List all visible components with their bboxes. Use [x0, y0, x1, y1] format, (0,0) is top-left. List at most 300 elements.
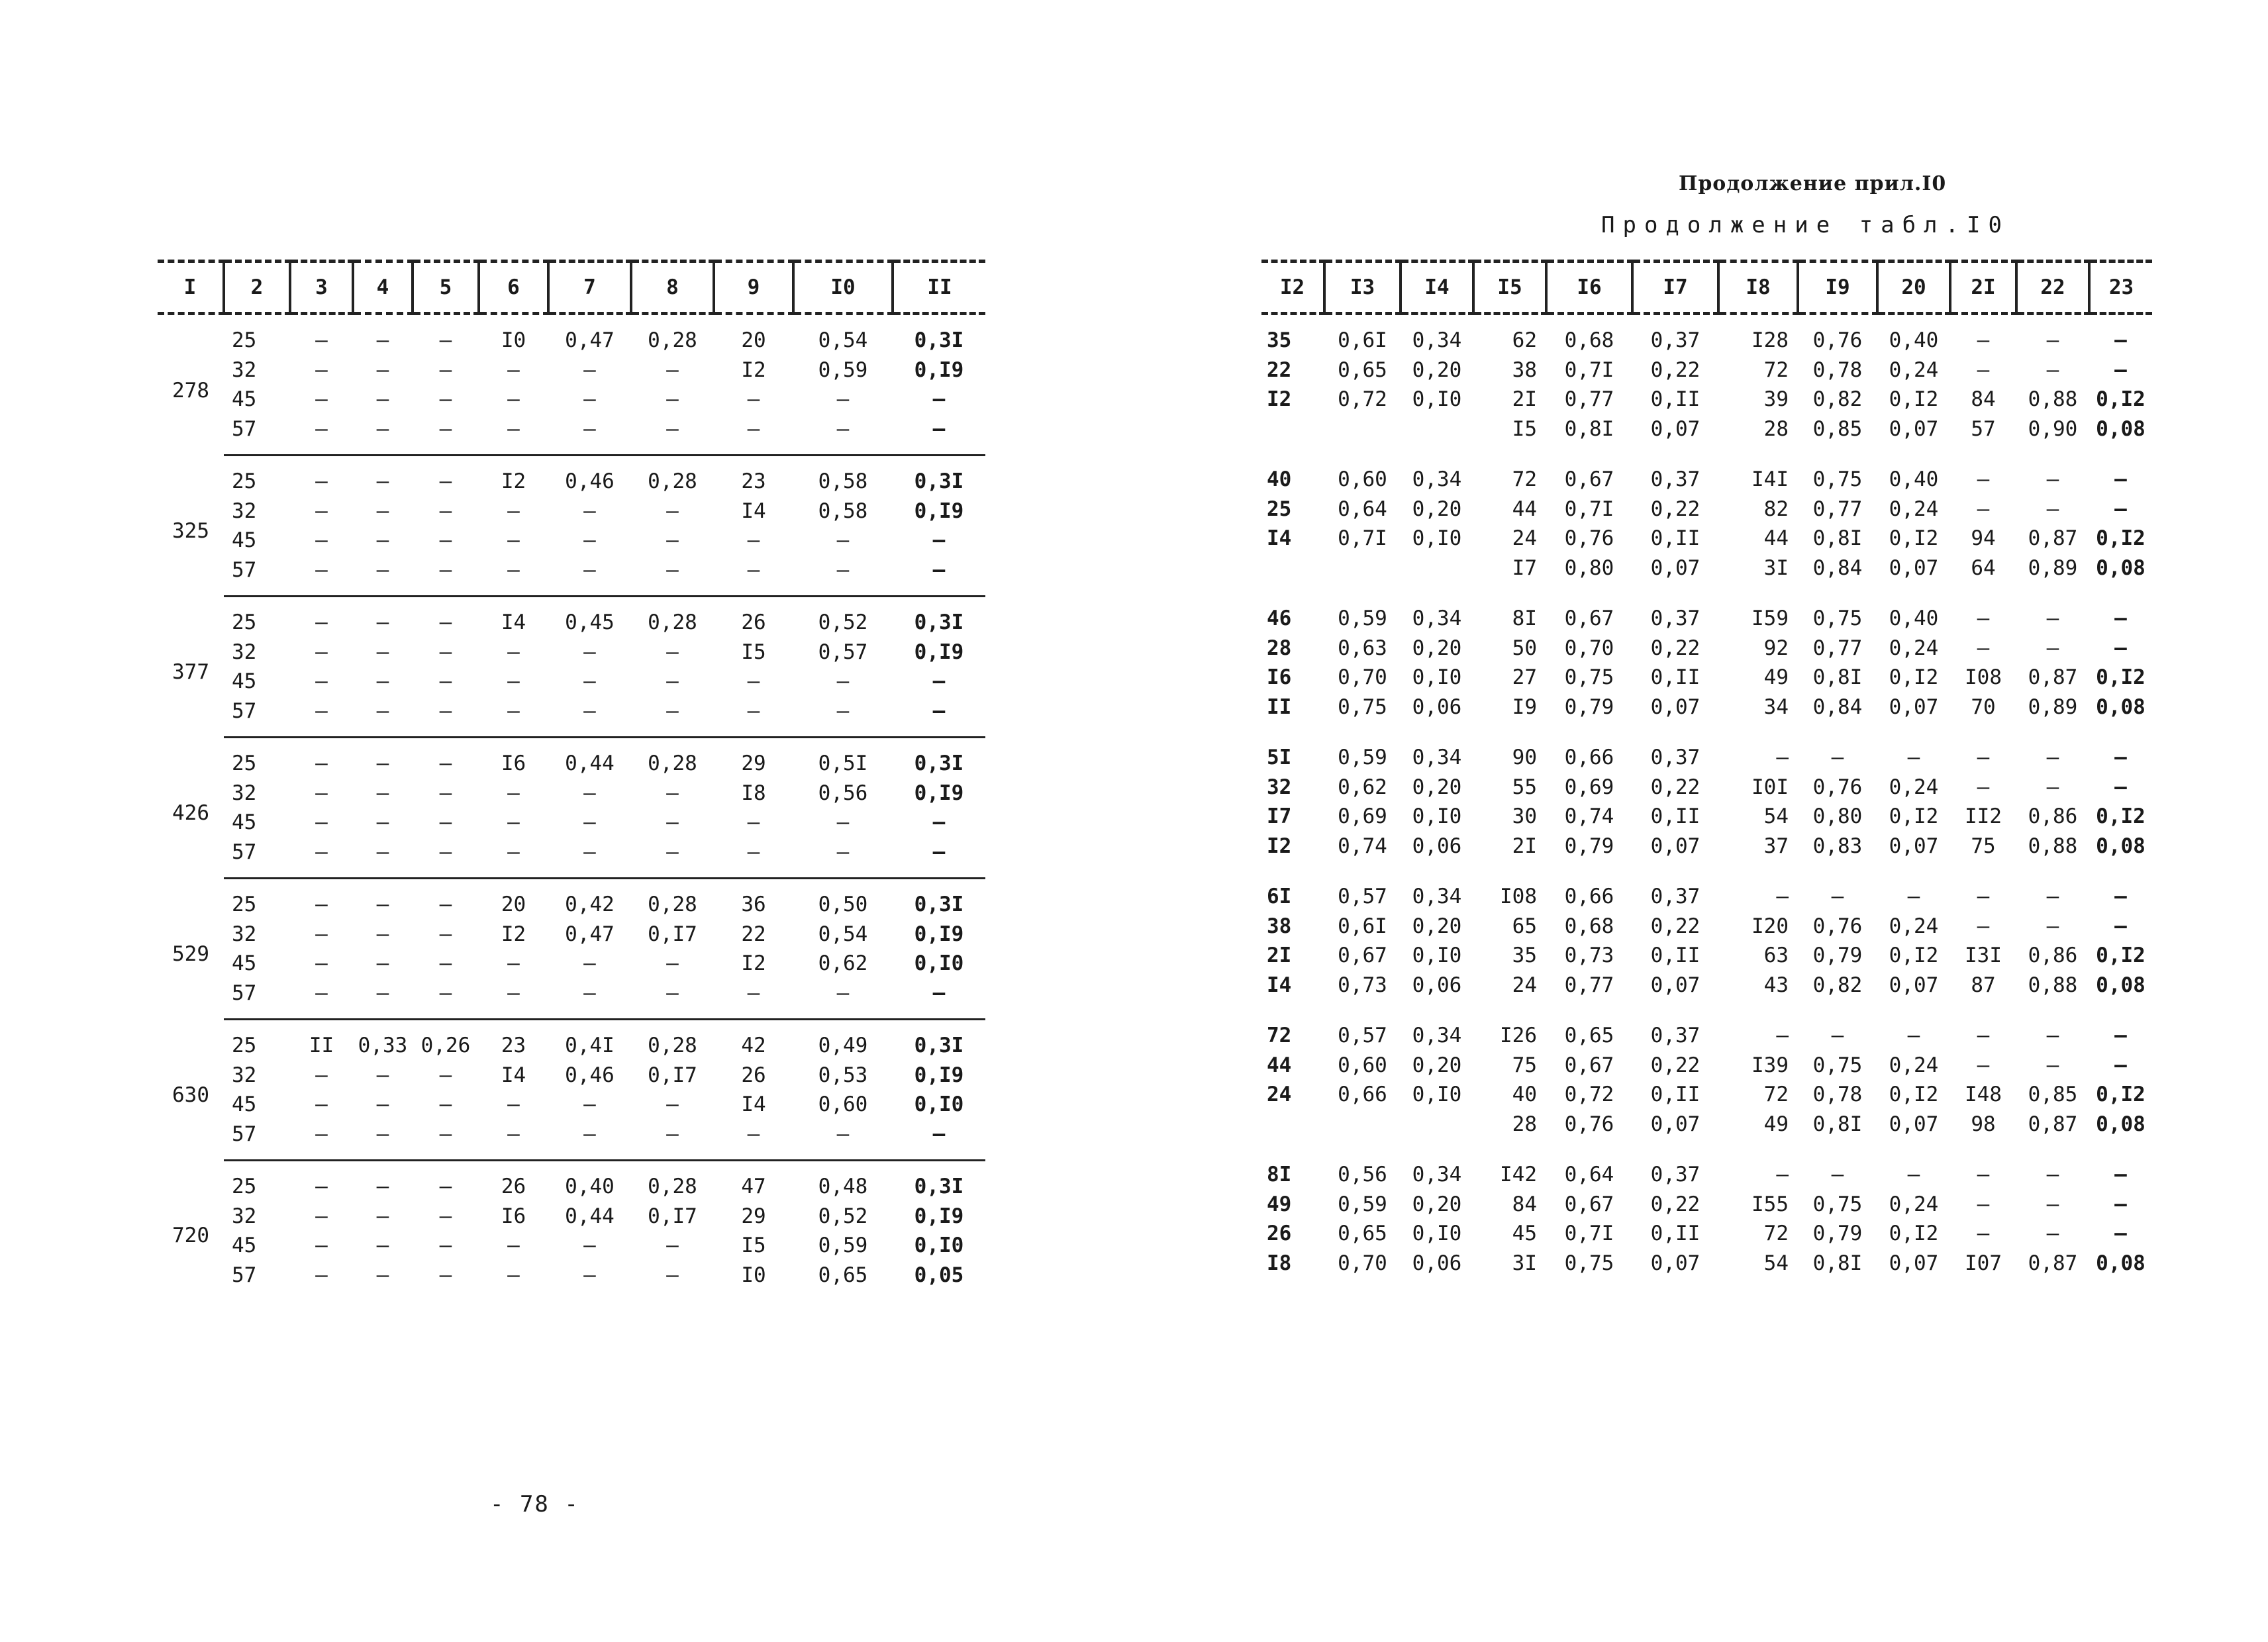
table-cell: 0,28 — [648, 1175, 697, 1199]
table-cell: 0,8I — [1812, 526, 1863, 551]
table-cell: 0,I2 — [2096, 1083, 2145, 1107]
table-cell: 26 — [741, 610, 766, 635]
table-row — [158, 697, 985, 738]
table-cell: – — [2114, 497, 2127, 521]
table-cell: 0,I2 — [1889, 526, 1939, 551]
table-cell: 0,II — [1650, 804, 1701, 829]
table-cell: 0,85 — [1812, 416, 1863, 441]
table-cell: 0,3I — [914, 328, 964, 353]
table-cell: – — [413, 697, 479, 738]
table-cell: I08 — [1500, 885, 1537, 909]
table-cell: – — [315, 781, 328, 805]
table-cell: 0,74 — [1338, 834, 1387, 858]
table-cell: 63 — [1763, 943, 1789, 968]
table-cell: 25 — [232, 893, 257, 917]
table-cell: 0,84 — [1812, 695, 1863, 719]
table-cell: – — [376, 1063, 389, 1087]
table-cell: 54 — [1763, 1251, 1789, 1275]
table-cell — [1401, 414, 1473, 455]
table-cell: I3I — [1965, 943, 2002, 968]
table-row — [158, 808, 985, 838]
table-cell: 0,07 — [1650, 555, 1701, 580]
table-cell — [1261, 1110, 1324, 1150]
table-cell: – — [583, 640, 596, 664]
table-cell: 0,20 — [1412, 775, 1462, 799]
table-cell: 0,07 — [1889, 695, 1939, 719]
table-cell: 0,40 — [1889, 467, 1939, 492]
table-cell: 0,I7 — [648, 1063, 697, 1087]
table-cell: 28 — [1763, 416, 1789, 441]
table-row — [1261, 912, 2152, 942]
table-cell: 36 — [741, 893, 766, 917]
table-cell: 49 — [1267, 1192, 1292, 1216]
table-cell: 32 — [232, 1204, 257, 1228]
table-cell: 3I — [1512, 1251, 1537, 1275]
table-cell: – — [1977, 885, 1990, 909]
table-cell: 0,I0 — [1412, 1083, 1462, 1107]
table-cell: – — [439, 469, 452, 494]
column-header: I5 — [1473, 262, 1546, 314]
table-cell: 0,67 — [1564, 1192, 1614, 1216]
table-cell: 0,28 — [648, 469, 697, 494]
table-cell: – — [507, 1263, 520, 1287]
table-cell: – — [893, 1120, 985, 1161]
column-header: 2 — [224, 262, 290, 314]
table-cell — [1324, 1110, 1401, 1150]
table-cell: 0,66 — [1338, 1083, 1387, 1107]
table-cell: 0,08 — [2096, 973, 2145, 997]
table-cell: – — [439, 951, 452, 976]
table-cell: 28 — [1267, 636, 1292, 660]
table-cell: – — [893, 979, 985, 1020]
table-cell: 0,07 — [1889, 834, 1939, 858]
table-cell: – — [376, 922, 389, 946]
table-cell: – — [376, 781, 389, 805]
table-cell: – — [583, 781, 596, 805]
table-cell: – — [666, 358, 679, 382]
table-cell — [1401, 1110, 1473, 1150]
table-cell: 0,49 — [818, 1034, 868, 1058]
table-cell: 0,06 — [1412, 973, 1462, 997]
table-row — [158, 555, 985, 597]
table-cell: 0,II — [1650, 943, 1701, 968]
table-cell: 0,28 — [648, 751, 697, 776]
table-cell: 0,65 — [818, 1263, 868, 1287]
table-cell: 0,06 — [1412, 834, 1462, 858]
table-cell: – — [507, 1233, 520, 1258]
table-cell: 0,I0 — [1412, 665, 1462, 690]
table-cell: 25 — [232, 328, 257, 353]
table-cell: – — [2046, 1024, 2059, 1048]
table-cell: – — [1907, 1024, 1920, 1048]
table-cell: 32 — [232, 640, 257, 664]
table-cell: 0,66 — [1564, 746, 1614, 770]
table-cell: I6 — [501, 751, 526, 776]
column-header: I7 — [1632, 262, 1718, 314]
table-cell: 84 — [1971, 387, 1996, 412]
table-cell: – — [583, 1092, 596, 1117]
table-cell: 0,06 — [1412, 695, 1462, 719]
table-cell: I6 — [1267, 665, 1292, 690]
table-cell: 20 — [741, 328, 766, 353]
table-cell: 0,I2 — [1889, 804, 1939, 829]
table-cell: – — [439, 1233, 452, 1258]
table-cell: – — [290, 1120, 353, 1161]
table-cell: – — [376, 358, 389, 382]
table-cell: I8 — [1267, 1251, 1292, 1275]
table-cell: – — [893, 838, 985, 879]
table-cell: 0,8I — [1564, 416, 1614, 441]
table-cell: – — [1907, 746, 1920, 770]
table-cell: 0,20 — [1412, 497, 1462, 521]
table-cell: 32 — [232, 1063, 257, 1087]
table-cell: 0,59 — [1338, 606, 1387, 631]
table-cell: – — [2114, 775, 2127, 799]
table-cell: 0,44 — [565, 751, 615, 776]
table-cell: – — [2114, 885, 2127, 909]
table-cell: 0,76 — [1564, 1112, 1614, 1136]
table-cell: I5 — [741, 640, 766, 664]
table-cell: 0,07 — [1889, 416, 1939, 441]
table-cell: I5 — [1512, 416, 1537, 441]
table-cell: – — [315, 358, 328, 382]
table-cell: 47 — [741, 1175, 766, 1199]
table-cell: I2 — [741, 358, 766, 382]
table-row — [1261, 693, 2152, 733]
table-cell: 0,06 — [1412, 1251, 1462, 1275]
table-cell: – — [479, 979, 548, 1020]
table-cell: 0,69 — [1564, 775, 1614, 799]
table-cell: 0,I2 — [2096, 665, 2145, 690]
table-cell: 55 — [1512, 775, 1537, 799]
table-cell: 0,53 — [818, 1063, 868, 1087]
table-cell: I39 — [1751, 1053, 1789, 1077]
table-cell: 0,68 — [1564, 914, 1614, 938]
table-row — [158, 738, 985, 779]
table-cell: 0,07 — [1889, 1112, 1939, 1136]
table-cell: 0,47 — [565, 328, 615, 353]
table-cell: 0,08 — [2096, 1112, 2145, 1136]
table-cell: 0,70 — [1338, 1251, 1387, 1275]
table-cell: 2I — [1512, 387, 1537, 412]
table-cell: – — [2046, 885, 2059, 909]
table-row — [158, 414, 985, 456]
table-cell: 0,I2 — [1889, 1222, 1939, 1246]
table-cell: – — [507, 499, 520, 523]
table-cell: I0 — [501, 328, 526, 353]
table-row — [1261, 1010, 2152, 1051]
table-cell: 0,70 — [1564, 636, 1614, 660]
table-cell: 35 — [1512, 943, 1537, 968]
table-cell: 94 — [1971, 526, 1996, 551]
table-cell: – — [439, 387, 452, 412]
table-cell: – — [290, 414, 353, 456]
table-row — [158, 385, 985, 414]
table-cell: – — [290, 555, 353, 597]
table-cell: 0,I0 — [1412, 526, 1462, 551]
table-row — [1261, 495, 2152, 524]
table-cell: 23 — [501, 1034, 526, 1058]
table-cell: – — [583, 499, 596, 523]
table-cell: I8 — [741, 781, 766, 805]
table-cell: 57 — [232, 1263, 257, 1287]
table-row — [1261, 663, 2152, 693]
column-header: 5 — [413, 262, 479, 314]
table-cell: 26 — [1267, 1222, 1292, 1246]
table-cell: – — [793, 697, 893, 738]
table-cell: 0,70 — [1338, 665, 1387, 690]
column-header: 23 — [2089, 262, 2152, 314]
table-cell: – — [376, 951, 389, 976]
table-cell: – — [2114, 358, 2127, 382]
column-header: I — [158, 262, 224, 314]
page-number: - 78 - — [490, 1491, 579, 1518]
table-cell: – — [315, 751, 328, 776]
table-cell: – — [315, 1063, 328, 1087]
table-cell: 6I — [1267, 885, 1292, 909]
table-cell: – — [376, 328, 389, 353]
right-table-body — [1261, 314, 2152, 1289]
table-cell: 0,07 — [1650, 834, 1701, 858]
table-cell: 0,87 — [2028, 526, 2078, 551]
table-cell: 0,82 — [1812, 387, 1863, 412]
table-cell: – — [631, 979, 714, 1020]
table-cell: 25 — [232, 1175, 257, 1199]
table-cell: – — [376, 640, 389, 664]
table-cell: 0,07 — [1889, 555, 1939, 580]
table-cell: 0,40 — [565, 1175, 615, 1199]
table-cell: 0,84 — [1812, 555, 1863, 580]
table-cell: 0,I2 — [1889, 943, 1939, 968]
table-cell: – — [2046, 1163, 2059, 1187]
table-cell: 0,72 — [1564, 1083, 1614, 1107]
table-row — [158, 1020, 985, 1061]
table-cell: II2 — [1965, 804, 2002, 829]
table-cell: 0,3I — [914, 1175, 964, 1199]
table-cell: – — [439, 528, 452, 553]
table-cell: 0,89 — [2028, 695, 2078, 719]
table-cell: – — [714, 979, 793, 1020]
table-cell: I2 — [1267, 387, 1292, 412]
table-cell: 0,63 — [1338, 636, 1387, 660]
table-cell: 57 — [224, 697, 290, 738]
table-cell: I55 — [1751, 1192, 1789, 1216]
table-row — [158, 1202, 985, 1232]
table-cell: – — [439, 328, 452, 353]
table-cell: – — [583, 1263, 596, 1287]
table-cell: – — [666, 640, 679, 664]
table-cell: 0,20 — [1412, 636, 1462, 660]
table-cell: – — [439, 358, 452, 382]
table-cell: 28 — [1512, 1112, 1537, 1136]
table-cell: I2 — [1267, 834, 1292, 858]
table-cell: 0,34 — [1412, 1024, 1462, 1048]
table-cell: 45 — [232, 1233, 257, 1258]
table-cell: 0,I9 — [914, 922, 964, 946]
table-cell: 0,75 — [1812, 467, 1863, 492]
table-cell: – — [439, 640, 452, 664]
table-row — [1261, 1249, 2152, 1289]
table-cell: – — [376, 1092, 389, 1117]
table-cell: 57 — [1971, 416, 1996, 441]
table-row — [158, 314, 985, 356]
table-cell: – — [479, 697, 548, 738]
table-row — [158, 1120, 985, 1161]
table-cell: 0,37 — [1650, 1163, 1701, 1187]
table-cell: – — [315, 469, 328, 494]
table-cell: 0,28 — [648, 328, 697, 353]
table-cell: – — [583, 951, 596, 976]
table-cell: – — [1907, 885, 1920, 909]
table-cell: – — [1977, 775, 1990, 799]
table-cell: 0,67 — [1564, 606, 1614, 631]
table-cell: 23 — [741, 469, 766, 494]
column-header: 22 — [2016, 262, 2089, 314]
table-cell: – — [932, 810, 946, 835]
table-cell: – — [2046, 497, 2059, 521]
pipe-diameter-cell: 278 — [172, 378, 209, 403]
table-cell: – — [439, 1092, 452, 1117]
table-cell: II — [1267, 695, 1292, 719]
table-cell: 0,24 — [1889, 358, 1939, 382]
table-cell: 0,44 — [565, 1204, 615, 1228]
table-row — [1261, 593, 2152, 634]
table-cell: – — [315, 669, 328, 694]
table-cell: 25 — [232, 751, 257, 776]
table-cell: – — [315, 387, 328, 412]
table-cell: – — [315, 1233, 328, 1258]
right-data-table — [1261, 260, 2152, 1288]
table-cell: – — [666, 951, 679, 976]
table-cell: – — [413, 414, 479, 456]
table-cell: – — [548, 555, 631, 597]
table-cell: – — [1977, 636, 1990, 660]
table-row — [1261, 1219, 2152, 1249]
table-row — [158, 456, 985, 497]
table-cell: 72 — [1512, 467, 1537, 492]
table-cell: 0,34 — [1412, 467, 1462, 492]
column-header: I6 — [1546, 262, 1632, 314]
table-cell: 0,24 — [1889, 1192, 1939, 1216]
table-cell: 75 — [1971, 834, 1996, 858]
table-cell: – — [666, 781, 679, 805]
table-cell: – — [353, 1120, 413, 1161]
pipe-diameter-cell: 377 — [172, 660, 209, 684]
table-cell: 0,79 — [1564, 695, 1614, 719]
appendix-continuation-title: Продолжение прил.I0 — [1679, 172, 1947, 195]
table-cell: – — [1977, 606, 1990, 631]
table-row — [158, 838, 985, 879]
table-cell: 0,05 — [914, 1263, 964, 1287]
table-cell: 0,85 — [2028, 1083, 2078, 1107]
table-cell: 64 — [1971, 555, 1996, 580]
table-cell: 0,59 — [818, 358, 868, 382]
table-cell: – — [836, 669, 850, 694]
table-cell: 0,34 — [1412, 885, 1462, 909]
table-cell: 22 — [1267, 358, 1292, 382]
table-row — [1261, 1080, 2152, 1110]
table-cell: 32 — [232, 922, 257, 946]
table-cell: – — [315, 610, 328, 635]
table-cell: – — [315, 1263, 328, 1287]
table-row — [1261, 634, 2152, 663]
table-cell: 29 — [741, 1204, 766, 1228]
pipe-diameter-cell: 720 — [172, 1224, 209, 1248]
table-cell: – — [507, 810, 520, 835]
table-cell: 0,77 — [1812, 497, 1863, 521]
table-cell: 0,3I — [914, 1034, 964, 1058]
table-cell: 0,33 — [358, 1034, 408, 1058]
table-cell: 0,76 — [1812, 914, 1863, 938]
table-cell: 0,I7 — [648, 922, 697, 946]
table-cell: – — [413, 555, 479, 597]
left-data-table — [158, 260, 985, 1300]
table-cell: – — [1776, 1163, 1789, 1187]
table-cell: – — [583, 810, 596, 835]
table-cell: 0,60 — [1338, 467, 1387, 492]
table-cell: 0,I0 — [1412, 804, 1462, 829]
table-cell: – — [631, 414, 714, 456]
table-cell: – — [1977, 497, 1990, 521]
table-cell: – — [376, 1263, 389, 1287]
table-cell — [1324, 554, 1401, 594]
table-cell: – — [2114, 1222, 2127, 1246]
table-cell: – — [1977, 1053, 1990, 1077]
table-row — [158, 1161, 985, 1202]
table-cell: 0,88 — [2028, 834, 2078, 858]
table-cell: – — [479, 1120, 548, 1161]
table-cell: – — [793, 1120, 893, 1161]
table-cell: – — [836, 810, 850, 835]
table-cell: 0,34 — [1412, 746, 1462, 770]
table-cell: 0,37 — [1650, 885, 1701, 909]
table-cell: 0,88 — [2028, 973, 2078, 997]
table-cell: 0,73 — [1564, 943, 1614, 968]
table-cell: 0,87 — [2028, 1112, 2078, 1136]
table-cell: – — [932, 387, 946, 412]
table-cell: 45 — [232, 1092, 257, 1117]
table-cell: 0,40 — [1889, 328, 1939, 353]
table-cell: 0,86 — [2028, 943, 2078, 968]
table-cell: – — [2114, 606, 2127, 631]
table-cell: 45 — [1512, 1222, 1537, 1246]
table-cell: – — [376, 893, 389, 917]
table-cell: 49 — [1763, 1112, 1789, 1136]
table-cell: – — [583, 1233, 596, 1258]
table-cell: 0,67 — [1564, 467, 1614, 492]
table-cell: – — [439, 751, 452, 776]
table-cell: 0,3I — [914, 893, 964, 917]
table-cell: – — [714, 414, 793, 456]
table-cell: – — [2046, 1053, 2059, 1077]
table-cell: 0,II — [1650, 387, 1701, 412]
table-cell: 0,34 — [1412, 328, 1462, 353]
table-cell: 0,76 — [1812, 328, 1863, 353]
table-cell: 0,74 — [1564, 804, 1614, 829]
table-row — [158, 497, 985, 526]
table-cell: 0,28 — [648, 610, 697, 635]
table-cell: 25 — [232, 610, 257, 635]
table-row — [1261, 1110, 2152, 1150]
table-cell: 44 — [1267, 1053, 1292, 1077]
table-cell: – — [1977, 467, 1990, 492]
table-row — [158, 667, 985, 697]
table-cell: 0,22 — [1650, 497, 1701, 521]
table-cell: 0,90 — [2028, 416, 2078, 441]
table-cell: 0,I0 — [1412, 1222, 1462, 1246]
table-cell: 0,08 — [2096, 695, 2145, 719]
table-row — [158, 526, 985, 555]
